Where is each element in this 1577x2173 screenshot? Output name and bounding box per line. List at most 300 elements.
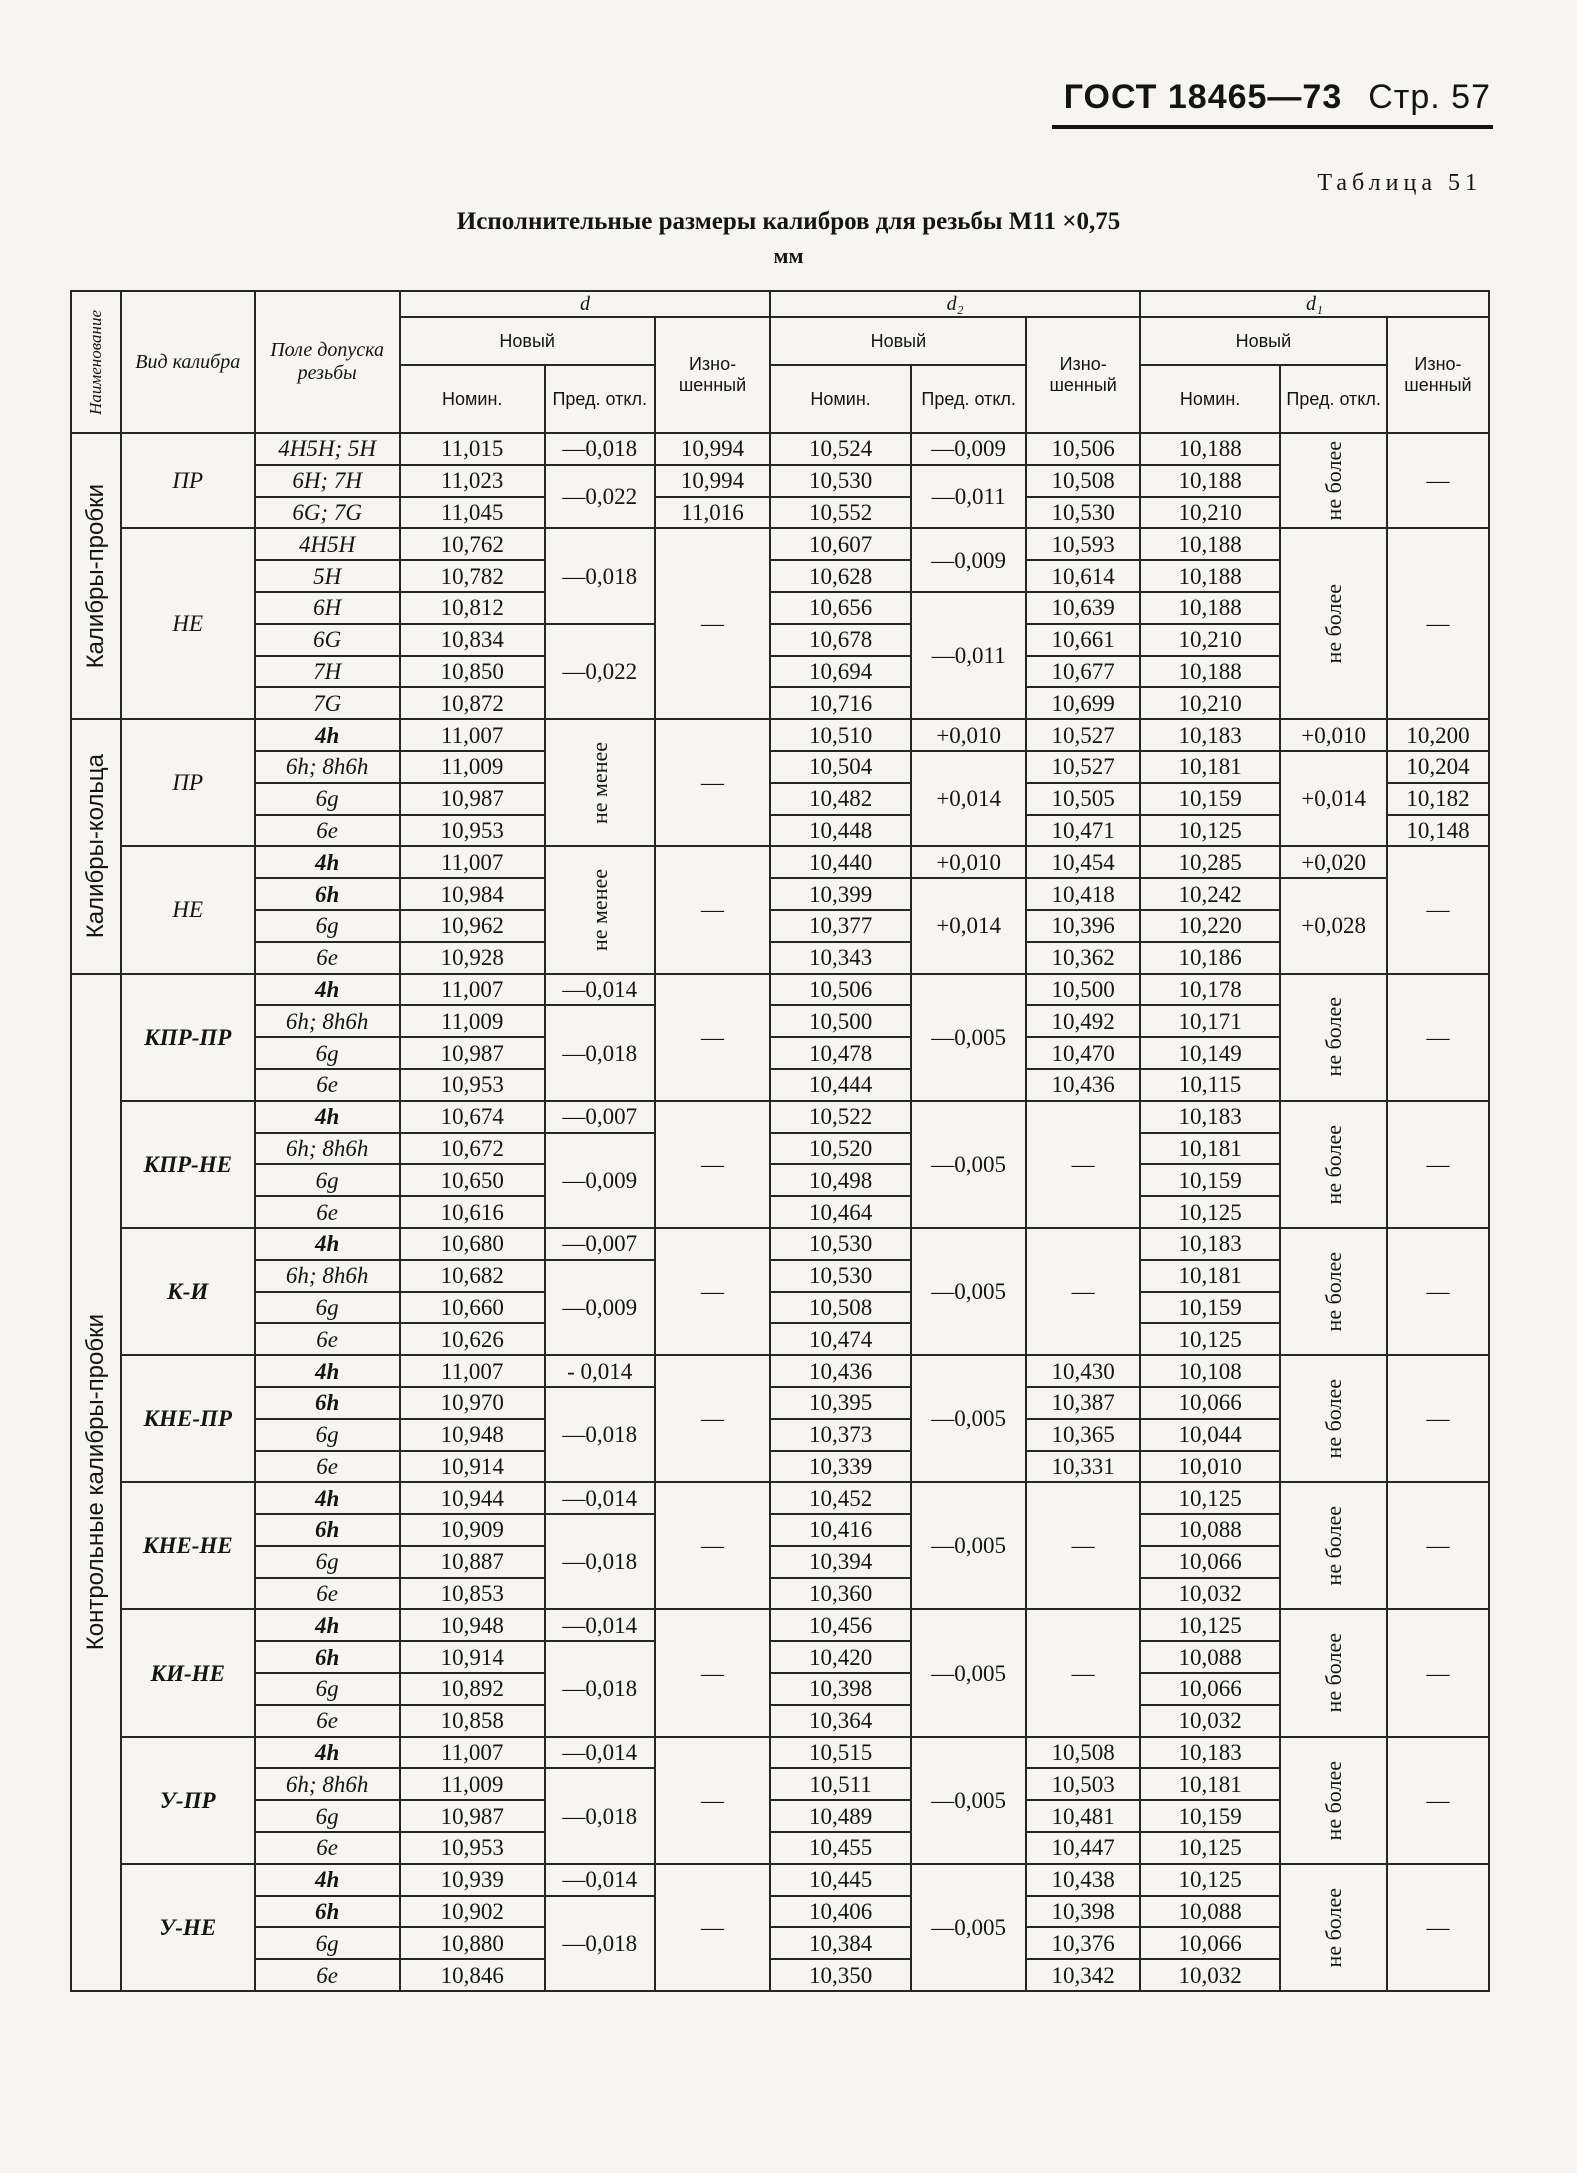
d2-nominal: 10,420 — [770, 1641, 911, 1673]
d2-nominal: 10,607 — [770, 528, 911, 560]
d-new-header: Новый — [400, 317, 655, 365]
d-deviation: —0,018 — [545, 528, 655, 623]
table-row — [71, 560, 1489, 592]
d-nominal: 10,660 — [400, 1292, 545, 1324]
d2-worn: 10,470 — [1026, 1037, 1139, 1069]
d-nom-header: Номин. — [400, 365, 545, 433]
tolerance-field: 6e — [255, 815, 400, 847]
table-row — [71, 815, 1489, 847]
d2-worn: 10,481 — [1026, 1800, 1139, 1832]
tolerance-field: 6H; 7H — [255, 465, 400, 497]
d1-nominal: 10,032 — [1140, 1578, 1281, 1610]
tolerance-field: 6g — [255, 1292, 400, 1324]
d2-nominal: 10,498 — [770, 1164, 911, 1196]
d2-nominal: 10,436 — [770, 1355, 911, 1387]
tolerance-field: 7H — [255, 656, 400, 688]
d1-nominal: 10,044 — [1140, 1419, 1281, 1451]
gauge-dimensions-table — [70, 290, 1490, 1992]
tolerance-field: 4H5H; 5H — [255, 433, 400, 465]
d-nominal: 11,007 — [400, 1737, 545, 1769]
d2-worn: 10,396 — [1026, 910, 1139, 942]
table-row — [71, 1609, 1489, 1641]
d1-deviation: +0,010 — [1280, 719, 1387, 751]
tolerance-field: 6g — [255, 1164, 400, 1196]
d2-worn: 10,661 — [1026, 624, 1139, 656]
table-row — [71, 1514, 1489, 1546]
d-nominal: 10,872 — [400, 687, 545, 719]
d1-deviation: +0,020 — [1280, 846, 1387, 878]
col-d2-header: d₂ — [770, 291, 1140, 317]
tolerance-field: 6e — [255, 1959, 400, 1991]
d2-nom-header: Номин. — [770, 365, 911, 433]
table-row — [71, 1578, 1489, 1610]
d2-worn: 10,430 — [1026, 1355, 1139, 1387]
d1-nominal: 10,159 — [1140, 1292, 1281, 1324]
d2-worn: — — [1026, 1101, 1139, 1228]
d1-nominal: 10,088 — [1140, 1514, 1281, 1546]
d2-nominal: 10,694 — [770, 656, 911, 688]
d1-nominal: 10,220 — [1140, 910, 1281, 942]
d1-nominal: 10,032 — [1140, 1959, 1281, 1991]
d-nominal: 11,007 — [400, 846, 545, 878]
d2-nominal: 10,448 — [770, 815, 911, 847]
gauge-kind: КПР-ПР — [121, 974, 255, 1101]
d2-nominal: 10,511 — [770, 1768, 911, 1800]
table-row — [71, 1800, 1489, 1832]
d1-worn: 10,182 — [1387, 783, 1489, 815]
d2-nominal: 10,508 — [770, 1292, 911, 1324]
d2-deviation: —0,005 — [911, 1228, 1027, 1355]
d1-dev-header: Пред. откл. — [1280, 365, 1387, 433]
gauge-kind: КПР-НЕ — [121, 1101, 255, 1228]
d2-nominal: 10,398 — [770, 1673, 911, 1705]
d1-max-note-text: не более — [1320, 1760, 1346, 1840]
d-nominal: 10,948 — [400, 1419, 545, 1451]
d1-max-note — [1280, 1737, 1387, 1864]
d1-worn-header: Изно-шенный — [1387, 317, 1489, 433]
d-nominal: 10,858 — [400, 1705, 545, 1737]
d-nominal: 11,009 — [400, 1768, 545, 1800]
tolerance-field: 6e — [255, 1069, 400, 1101]
d-nominal: 10,672 — [400, 1133, 545, 1165]
tolerance-field: 6e — [255, 942, 400, 974]
d-deviation: —0,014 — [545, 1482, 655, 1514]
d-deviation: —0,018 — [545, 1641, 655, 1736]
d2-worn: 10,447 — [1026, 1832, 1139, 1864]
d1-nominal: 10,171 — [1140, 1005, 1281, 1037]
d-nominal: 10,812 — [400, 592, 545, 624]
d2-nominal: 10,464 — [770, 1196, 911, 1228]
d-nominal: 10,953 — [400, 815, 545, 847]
d2-worn: 10,438 — [1026, 1864, 1139, 1896]
tolerance-field: 6h; 8h6h — [255, 1133, 400, 1165]
table-row — [71, 1737, 1489, 1769]
col-d-header: d — [400, 291, 771, 317]
d-deviation: - 0,014 — [545, 1355, 655, 1387]
d-nominal: 10,984 — [400, 878, 545, 910]
d2-nominal: 10,515 — [770, 1737, 911, 1769]
d1-nominal: 10,188 — [1140, 528, 1281, 560]
table-row — [71, 1451, 1489, 1483]
d2-nominal: 10,384 — [770, 1927, 911, 1959]
d2-worn: — — [1026, 1482, 1139, 1609]
table-row — [71, 1164, 1489, 1196]
d1-nominal: 10,183 — [1140, 1101, 1281, 1133]
tolerance-field: 6h — [255, 1896, 400, 1928]
d-nominal: 10,626 — [400, 1323, 545, 1355]
d-deviation: —0,014 — [545, 1609, 655, 1641]
d2-worn: 10,505 — [1026, 783, 1139, 815]
d1-worn: 10,204 — [1387, 751, 1489, 783]
d1-nominal: 10,125 — [1140, 1864, 1281, 1896]
table-row — [71, 1387, 1489, 1419]
d-worn: — — [655, 1737, 771, 1864]
d-deviation: —0,018 — [545, 1514, 655, 1609]
table-row — [71, 1069, 1489, 1101]
tolerance-field: 6e — [255, 1578, 400, 1610]
d-nominal: 11,009 — [400, 751, 545, 783]
d1-nominal: 10,066 — [1140, 1673, 1281, 1705]
d1-worn: — — [1387, 528, 1489, 719]
d1-nominal: 10,066 — [1140, 1546, 1281, 1578]
d2-deviation: +0,014 — [911, 878, 1027, 973]
d-nominal: 11,009 — [400, 1005, 545, 1037]
tolerance-field: 4H5H — [255, 528, 400, 560]
d2-deviation: —0,005 — [911, 1101, 1027, 1228]
d-worn: 10,994 — [655, 433, 771, 465]
tolerance-field: 6h; 8h6h — [255, 751, 400, 783]
d2-deviation: —0,005 — [911, 1355, 1027, 1482]
table-row — [71, 1641, 1489, 1673]
d1-worn: — — [1387, 1101, 1489, 1228]
d2-nominal: 10,489 — [770, 1800, 911, 1832]
d-nominal: 10,953 — [400, 1832, 545, 1864]
d2-worn: 10,398 — [1026, 1896, 1139, 1928]
d2-nominal: 10,444 — [770, 1069, 911, 1101]
tolerance-field: 6e — [255, 1451, 400, 1483]
d2-worn: — — [1026, 1609, 1139, 1736]
d2-nominal: 10,520 — [770, 1133, 911, 1165]
d2-worn: 10,471 — [1026, 815, 1139, 847]
table-row — [71, 878, 1489, 910]
d2-nominal: 10,452 — [770, 1482, 911, 1514]
d-nominal: 10,944 — [400, 1482, 545, 1514]
d-nominal: 10,682 — [400, 1260, 545, 1292]
d2-nominal: 10,500 — [770, 1005, 911, 1037]
d1-nominal: 10,125 — [1140, 815, 1281, 847]
d2-worn: 10,593 — [1026, 528, 1139, 560]
tolerance-field: 6g — [255, 783, 400, 815]
tolerance-field: 6h — [255, 1641, 400, 1673]
d2-nominal: 10,478 — [770, 1037, 911, 1069]
d1-nominal: 10,181 — [1140, 751, 1281, 783]
d1-max-note — [1280, 1355, 1387, 1482]
d2-worn: 10,506 — [1026, 433, 1139, 465]
d-worn: — — [655, 1482, 771, 1609]
d-nominal: 10,970 — [400, 1387, 545, 1419]
d1-worn: — — [1387, 433, 1489, 528]
table-row — [71, 624, 1489, 656]
tolerance-field: 4h — [255, 1609, 400, 1641]
d2-worn: 10,342 — [1026, 1959, 1139, 1991]
tolerance-field: 6g — [255, 1419, 400, 1451]
table-row — [71, 1705, 1489, 1737]
tolerance-field: 6g — [255, 1927, 400, 1959]
table-row — [71, 1927, 1489, 1959]
d1-max-note-text: не более — [1320, 1633, 1346, 1713]
table-number: Таблица 51 — [1317, 170, 1482, 196]
d-nominal: 10,892 — [400, 1673, 545, 1705]
d1-nom-header: Номин. — [1140, 365, 1281, 433]
table-row — [71, 1196, 1489, 1228]
d1-nominal: 10,183 — [1140, 719, 1281, 751]
tolerance-field: 6h — [255, 878, 400, 910]
d1-nominal: 10,125 — [1140, 1323, 1281, 1355]
d1-nominal: 10,183 — [1140, 1228, 1281, 1260]
d2-nominal: 10,530 — [770, 1228, 911, 1260]
tolerance-field: 6e — [255, 1323, 400, 1355]
gauge-kind: НЕ — [121, 846, 255, 973]
d-min-note — [545, 719, 655, 846]
gauge-kind: У-ПР — [121, 1737, 255, 1864]
d-nominal: 10,762 — [400, 528, 545, 560]
d-deviation: —0,014 — [545, 1737, 655, 1769]
d-worn-header: Изно-шенный — [655, 317, 771, 433]
tolerance-field: 4h — [255, 1737, 400, 1769]
tolerance-field: 6e — [255, 1196, 400, 1228]
d1-worn: — — [1387, 1864, 1489, 1991]
d2-nominal: 10,552 — [770, 497, 911, 529]
d2-nominal: 10,339 — [770, 1451, 911, 1483]
tolerance-field: 6G — [255, 624, 400, 656]
d-nominal: 10,987 — [400, 1800, 545, 1832]
d2-nominal: 10,510 — [770, 719, 911, 751]
page-header — [1052, 78, 1493, 129]
table-row — [71, 465, 1489, 497]
tolerance-field: 6e — [255, 1832, 400, 1864]
d-nominal: 10,928 — [400, 942, 545, 974]
table-row — [71, 1355, 1489, 1387]
tolerance-field: 6G; 7G — [255, 497, 400, 529]
d2-nominal: 10,455 — [770, 1832, 911, 1864]
d1-nominal: 10,183 — [1140, 1737, 1281, 1769]
d2-deviation: —0,011 — [911, 592, 1027, 719]
col-field-header: Поле допуска резьбы — [255, 291, 400, 433]
d-nominal: 10,782 — [400, 560, 545, 592]
tolerance-field: 6H — [255, 592, 400, 624]
d-nominal: 10,853 — [400, 1578, 545, 1610]
d1-max-note — [1280, 1864, 1387, 1991]
gauge-kind: КИ-НЕ — [121, 1609, 255, 1736]
table-row — [71, 1959, 1489, 1991]
d-nominal: 10,834 — [400, 624, 545, 656]
d2-worn: 10,418 — [1026, 878, 1139, 910]
d2-worn: 10,699 — [1026, 687, 1139, 719]
d-deviation: —0,018 — [545, 433, 655, 465]
d-dev-header: Пред. откл. — [545, 365, 655, 433]
d2-nominal: 10,445 — [770, 1864, 911, 1896]
d1-nominal: 10,210 — [1140, 687, 1281, 719]
d1-nominal: 10,178 — [1140, 974, 1281, 1006]
d2-worn: 10,677 — [1026, 656, 1139, 688]
d-nominal: 10,674 — [400, 1101, 545, 1133]
d-nominal: 10,902 — [400, 1896, 545, 1928]
d1-deviation: +0,028 — [1280, 878, 1387, 973]
col-d1-header: d₁ — [1140, 291, 1489, 317]
d1-nominal: 10,125 — [1140, 1482, 1281, 1514]
d-deviation: —0,018 — [545, 1896, 655, 1991]
d2-nominal: 10,656 — [770, 592, 911, 624]
d-min-note — [545, 846, 655, 973]
group-label — [71, 974, 121, 1992]
d1-nominal: 10,181 — [1140, 1768, 1281, 1800]
d1-worn: — — [1387, 974, 1489, 1101]
d2-worn: 10,492 — [1026, 1005, 1139, 1037]
d1-nominal: 10,066 — [1140, 1387, 1281, 1419]
d-worn: — — [655, 1609, 771, 1736]
d-deviation: —0,022 — [545, 624, 655, 719]
d1-nominal: 10,285 — [1140, 846, 1281, 878]
tolerance-field: 4h — [255, 1101, 400, 1133]
d-deviation: —0,018 — [545, 1768, 655, 1863]
d2-nominal: 10,364 — [770, 1705, 911, 1737]
table-row — [71, 1546, 1489, 1578]
d2-deviation: —0,005 — [911, 1609, 1027, 1736]
d-nominal: 10,953 — [400, 1069, 545, 1101]
group-label — [71, 719, 121, 973]
d1-worn: — — [1387, 1737, 1489, 1864]
d2-worn: 10,331 — [1026, 1451, 1139, 1483]
page-number: Стр. 57 — [1368, 78, 1491, 116]
d1-max-note — [1280, 528, 1387, 719]
table-row — [71, 846, 1489, 878]
d-deviation: —0,022 — [545, 465, 655, 529]
d1-max-note-text: не более — [1320, 584, 1346, 664]
tolerance-field: 6h — [255, 1387, 400, 1419]
d2-nominal: 10,373 — [770, 1419, 911, 1451]
d2-nominal: 10,482 — [770, 783, 911, 815]
d2-worn-header: Изно-шенный — [1026, 317, 1139, 433]
table-row — [71, 783, 1489, 815]
d-deviation: —0,007 — [545, 1101, 655, 1133]
table-row — [71, 433, 1489, 465]
d2-nominal: 10,406 — [770, 1896, 911, 1928]
tolerance-field: 6g — [255, 910, 400, 942]
d2-nominal: 10,678 — [770, 624, 911, 656]
table-row — [71, 1260, 1489, 1292]
d1-nominal: 10,188 — [1140, 433, 1281, 465]
d2-worn: 10,387 — [1026, 1387, 1139, 1419]
table-row — [71, 719, 1489, 751]
d2-deviation: +0,014 — [911, 751, 1027, 846]
table-row — [71, 1005, 1489, 1037]
d1-new-header: Новый — [1140, 317, 1387, 365]
d-worn: — — [655, 974, 771, 1101]
d1-nominal: 10,242 — [1140, 878, 1281, 910]
d1-worn: 10,148 — [1387, 815, 1489, 847]
tolerance-field: 6e — [255, 1705, 400, 1737]
d2-worn: — — [1026, 1228, 1139, 1355]
d2-nominal: 10,506 — [770, 974, 911, 1006]
d1-nominal: 10,108 — [1140, 1355, 1281, 1387]
d2-worn: 10,376 — [1026, 1927, 1139, 1959]
d1-nominal: 10,210 — [1140, 497, 1281, 529]
d2-nominal: 10,343 — [770, 942, 911, 974]
table-row — [71, 1323, 1489, 1355]
d2-nominal: 10,530 — [770, 465, 911, 497]
d-worn: 11,016 — [655, 497, 771, 529]
gauge-kind: ПР — [121, 719, 255, 846]
table-row — [71, 656, 1489, 688]
d2-worn: 10,436 — [1026, 1069, 1139, 1101]
d1-worn: — — [1387, 846, 1489, 973]
table-row — [71, 1673, 1489, 1705]
d1-nominal: 10,010 — [1140, 1451, 1281, 1483]
d2-nominal: 10,377 — [770, 910, 911, 942]
tolerance-field: 6h; 8h6h — [255, 1005, 400, 1037]
d1-max-note — [1280, 1228, 1387, 1355]
table-row — [71, 687, 1489, 719]
table-row — [71, 751, 1489, 783]
table-row — [71, 1133, 1489, 1165]
d1-max-note — [1280, 1609, 1387, 1736]
col-kind-header: Вид калибра — [121, 291, 255, 433]
d2-worn: 10,454 — [1026, 846, 1139, 878]
d2-nominal: 10,440 — [770, 846, 911, 878]
d2-nominal: 10,504 — [770, 751, 911, 783]
d2-deviation: +0,010 — [911, 719, 1027, 751]
table-row — [71, 1864, 1489, 1896]
d-min-note-text: не менее — [586, 868, 612, 951]
d-nominal: 11,015 — [400, 433, 545, 465]
d-nominal: 11,045 — [400, 497, 545, 529]
d-deviation: —0,018 — [545, 1005, 655, 1100]
d1-nominal: 10,149 — [1140, 1037, 1281, 1069]
tolerance-field: 6h; 8h6h — [255, 1260, 400, 1292]
d-nominal: 11,007 — [400, 719, 545, 751]
d1-max-note — [1280, 974, 1387, 1101]
d2-deviation: —0,005 — [911, 1482, 1027, 1609]
d-deviation: —0,009 — [545, 1260, 655, 1355]
d1-max-note-text: не более — [1320, 1251, 1346, 1332]
d-nominal: 10,616 — [400, 1196, 545, 1228]
d1-nominal: 10,088 — [1140, 1641, 1281, 1673]
d1-nominal: 10,066 — [1140, 1927, 1281, 1959]
table-row — [71, 1896, 1489, 1928]
d1-nominal: 10,125 — [1140, 1832, 1281, 1864]
group-label-text: Калибры-пробки — [81, 483, 109, 669]
d1-nominal: 10,186 — [1140, 942, 1281, 974]
d1-nominal: 10,188 — [1140, 592, 1281, 624]
d2-worn: 10,527 — [1026, 719, 1139, 751]
d1-nominal: 10,210 — [1140, 624, 1281, 656]
d2-nominal: 10,628 — [770, 560, 911, 592]
d2-nominal: 10,350 — [770, 1959, 911, 1991]
tolerance-field: 4h — [255, 974, 400, 1006]
table-row — [71, 1768, 1489, 1800]
d2-worn: 10,614 — [1026, 560, 1139, 592]
d2-nominal: 10,524 — [770, 433, 911, 465]
d2-nominal: 10,474 — [770, 1323, 911, 1355]
d1-max-note — [1280, 433, 1387, 528]
d-worn: — — [655, 1228, 771, 1355]
d2-dev-header: Пред. откл. — [911, 365, 1027, 433]
d2-nominal: 10,360 — [770, 1578, 911, 1610]
d1-max-note-text: не более — [1320, 440, 1346, 521]
d1-nominal: 10,088 — [1140, 1896, 1281, 1928]
tolerance-field: 4h — [255, 1864, 400, 1896]
d2-nominal: 10,399 — [770, 878, 911, 910]
